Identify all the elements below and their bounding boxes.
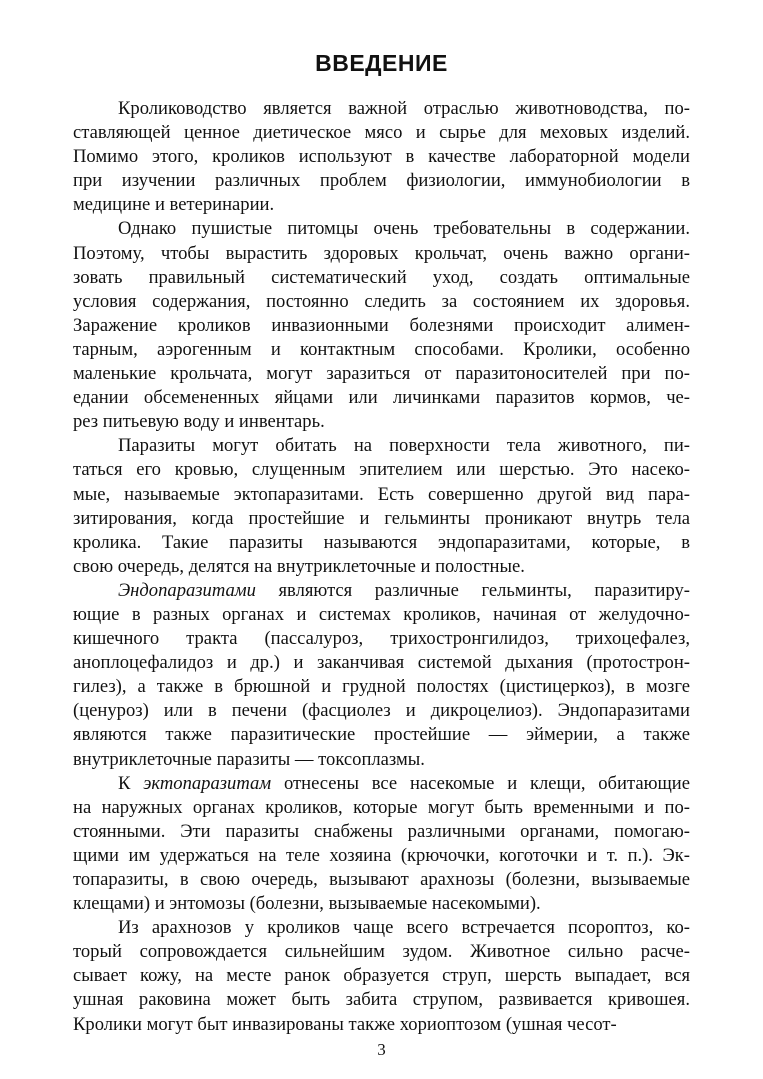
text-line: клещами) и энтомозы (болезни, вызываемые насекомыми). — [73, 893, 541, 915]
text-line: медицине и ветеринарии. — [73, 194, 275, 216]
text-line: зитирования, когда простейшие и гельминты проникают внутрь тела — [73, 507, 690, 529]
page-title: ВВЕДЕНИЕ — [315, 50, 448, 76]
paragraph — [73, 579, 690, 772]
text-line: стоянными. Эти паразиты снабжены различными органами, помогаю- — [73, 820, 690, 842]
text-line: на наружных органах кроликов, которые могут быть временными и по- — [73, 796, 690, 818]
text-line: Однако пушистые питомцы очень требовательны в содержании. — [118, 218, 690, 240]
text-line: таться его кровью, слущенным эпителием или шерстью. Это насеко- — [73, 459, 690, 481]
text-line: Из арахнозов у кроликов чаще всего встречается псороптоз, ко- — [118, 917, 690, 939]
text-line: кролика. Такие паразиты называются эндопаразитами, которые, в — [73, 531, 690, 553]
italic-term: Эндопаразитами — [118, 579, 256, 601]
text-line: Паразиты могут обитать на поверхности тела животного, пи- — [118, 435, 690, 457]
text-line: при изучении различных проблем физиологии, иммунобиологии в — [73, 170, 690, 192]
text-line: аноплоцефалидоз и др.) и заканчивая системой дыхания (протострон- — [73, 652, 690, 674]
text-line: топаразиты, в свою очередь, вызывают арахнозы (болезни, вызываемые — [73, 869, 690, 890]
text-line: Эндопаразитами являются различные гельминты, паразитиру- — [118, 579, 690, 601]
italic-term: эктопаразитам — [143, 772, 272, 794]
text-line: ушная раковина может быть забита струпом, развивается кривошея. — [73, 989, 690, 1011]
text-line: рез питьевую воду и инвентарь. — [73, 411, 325, 433]
page-number: 3 — [377, 1040, 386, 1059]
text-line: внутриклеточные паразиты — токсоплазмы. — [73, 748, 425, 770]
text-line: гилез), а также в брюшной и грудной полостях (цистицеркоз), в мозге — [73, 676, 690, 698]
text-line: Помимо этого, кроликов используют в качестве лабораторной модели — [73, 146, 690, 168]
text-line: ющие в разных органах и системах кроликов, начиная от желудочно- — [73, 603, 690, 625]
text-line: являются также паразитические простейшие — эймерии, а также — [73, 724, 690, 746]
text-line: сывает кожу, на месте ранок образуется струп, шерсть выпадает, вся — [73, 965, 690, 987]
body-text — [73, 97, 690, 1037]
text-line: свою очередь, делятся на внутриклеточные и полостные. — [73, 555, 525, 577]
text-line: маленькие крольчата, могут заразиться от паразитоносителей при по- — [73, 363, 690, 385]
text-line: Поэтому, чтобы вырастить здоровых крольчат, очень важно органи- — [73, 242, 690, 264]
text-line: зовать правильный систематический уход, создать оптимальные — [73, 266, 690, 288]
text-line: Кролиководство является важной отраслью животноводства, по- — [118, 98, 690, 119]
paragraph — [73, 434, 690, 579]
paragraph — [73, 916, 690, 1036]
text-line: тарным, аэрогенным и контактным способами. Кролики, особенно — [73, 338, 690, 360]
text-line: щими им удержаться на теле хозяина (крючочки, коготочки и т. п.). Эк- — [73, 844, 690, 866]
paragraph — [73, 217, 690, 434]
text-line: кишечного тракта (пассалуроз, трихостронгилидоз, трихоцефалез, — [73, 628, 690, 650]
text-line: едании обсемененных яйцами или личинками паразитов кормов, че- — [73, 387, 690, 409]
text-line: Кролики могут быт инвазированы также хориоптозом (ушная чесот- — [73, 1013, 617, 1035]
text-line: ставляющей ценное диетическое мясо и сырье для меховых изделий. — [73, 122, 690, 144]
text-line: (ценуроз) или в печени (фасциолез и дикроцелиоз). Эндопаразитами — [73, 700, 690, 722]
text-line: Заражение кроликов инвазионными болезнями происходит алимен- — [73, 314, 690, 336]
text-line: К эктопаразитам отнесены все насекомые и клещи, обитающие — [118, 772, 690, 794]
paragraph — [73, 97, 690, 217]
paragraph — [73, 772, 690, 917]
text-line: условия содержания, постоянно следить за состоянием их здоровья. — [73, 290, 690, 312]
text-line: торый сопровождается сильнейшим зудом. Животное сильно расче- — [73, 941, 690, 963]
text-line: мые, называемые эктопаразитами. Есть совершенно другой вид пара- — [73, 483, 690, 505]
